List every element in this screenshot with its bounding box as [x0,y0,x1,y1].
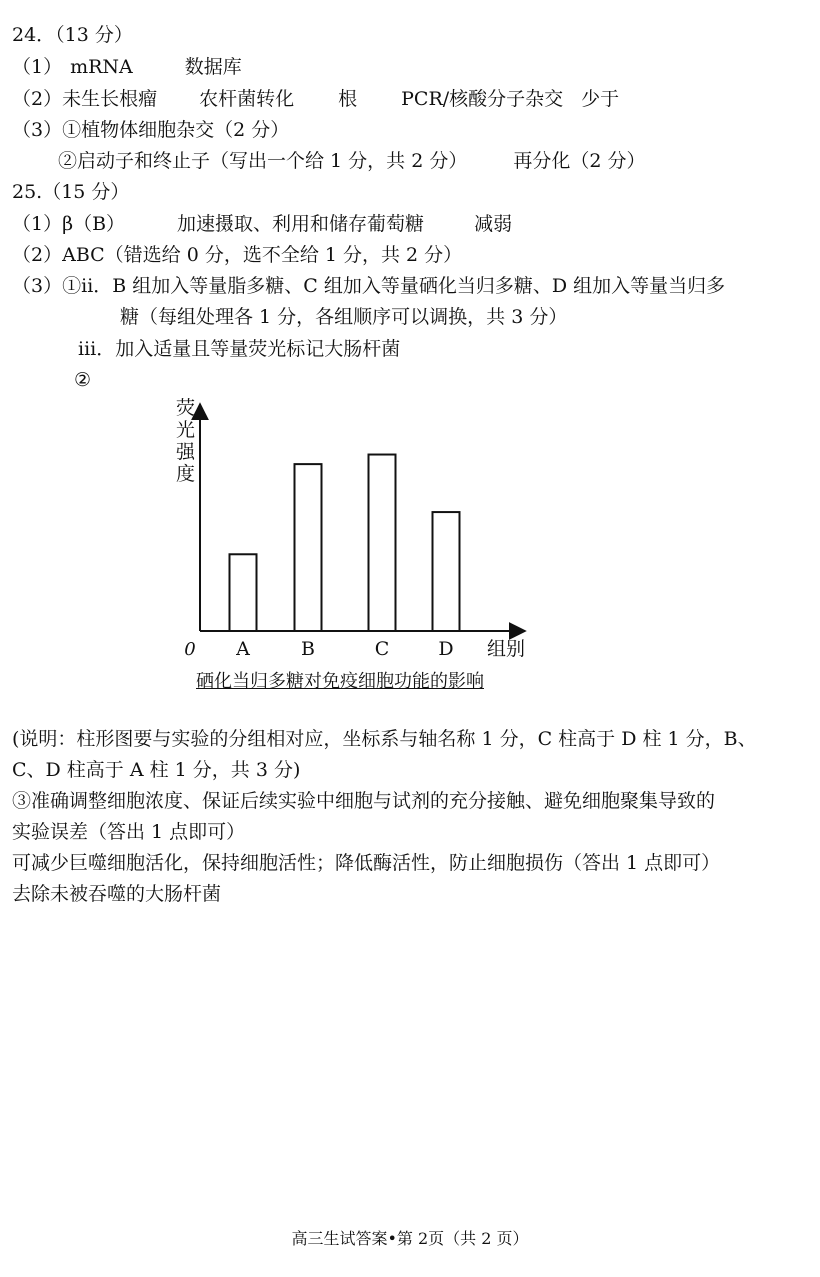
q24-part2 [12,86,619,112]
part-label: （1） [12,56,63,78]
bar-chart [150,390,570,700]
answer: β（B） [62,213,126,235]
category-label-c: C [374,638,390,660]
answer: ①植物体细胞杂交（2 分） [62,119,290,141]
answer: 数据库 [184,56,242,78]
y-axis-label: 荧光强度 [176,397,196,485]
q24-part3 [12,117,289,143]
answer: 加速摄取、利用和储存葡萄糖 [177,213,425,235]
answer: mRNA [70,56,133,78]
note-line: (说明：柱形图要与实验的分组相对应，坐标系与轴名称 1 分，C 柱高于 D 柱 1 分，B、 [12,728,757,750]
bar-a [230,554,257,631]
part-label: （2） [12,88,63,110]
note-line: C、D 柱高于 A 柱 1 分，共 3 分) [12,759,301,781]
q25-part2 [12,242,462,268]
answer: PCR/核酸分子杂交 [401,88,564,110]
page-footer: 高三生试答案•第 2页（共 2 页） [291,1229,529,1248]
q25-part1 [12,211,512,237]
bars [230,455,460,631]
answer: 再分化（2 分） [513,150,646,172]
x-axis-label: 组别 [487,638,526,660]
chart-title: 硒化当归多糖对免疫细胞功能的影响 [196,671,484,692]
origin-label: 0 [184,639,196,660]
category-label-d: D [438,638,454,660]
q25-part3-line4: ② [74,369,92,391]
answer: 未生长根瘤 [62,88,158,110]
part-label: （1） [12,213,63,235]
q25-heading: 25.（15 分） [12,181,130,203]
part-label: （2） [12,244,63,266]
note-line: 去除未被吞噬的大肠杆菌 [12,883,222,905]
note-line: ③准确调整细胞浓度、保证后续实验中细胞与试剂的充分接触、避免细胞聚集导致的 [12,790,716,812]
category-label-b: B [301,638,315,660]
answer: ①ⅱ．B 组加入等量脂多糖、C 组加入等量硒化当归多糖、D 组加入等量当归多 [62,275,726,297]
bar-chart-svg [150,390,570,670]
bar-d [433,512,460,631]
note-line: 实验误差（答出 1 点即可） [12,821,246,843]
bar-b [295,464,322,631]
answer: 减弱 [474,213,513,235]
q24-part1 [12,54,242,80]
q25-part3-line2: 糖（每组处理各 1 分，各组顺序可以调换，共 3 分） [120,306,568,328]
answer: 根 [338,88,358,110]
answer: ABC（错选给 0 分，选不全给 1 分，共 2 分） [62,244,463,266]
answer: 农杆菌转化 [199,88,295,110]
part-label: （3） [12,119,63,141]
note-line: 可减少巨噬细胞活化，保持细胞活性；降低酶活性，防止细胞损伤（答出 1 点即可） [12,852,721,874]
q24-part3-continued [58,148,645,174]
q25-part3-line3: ⅲ．加入适量且等量荧光标记大肠杆菌 [78,338,401,360]
q25-part3 [12,273,725,299]
category-labels [235,638,453,660]
category-label-a: A [236,638,250,660]
answer: ②启动子和终止子（写出一个给 1 分，共 2 分） [58,150,468,172]
part-label: （3） [12,275,63,297]
q24-heading: 24．（13 分） [12,24,133,46]
bar-c [369,455,396,631]
answer: 少于 [581,88,620,110]
